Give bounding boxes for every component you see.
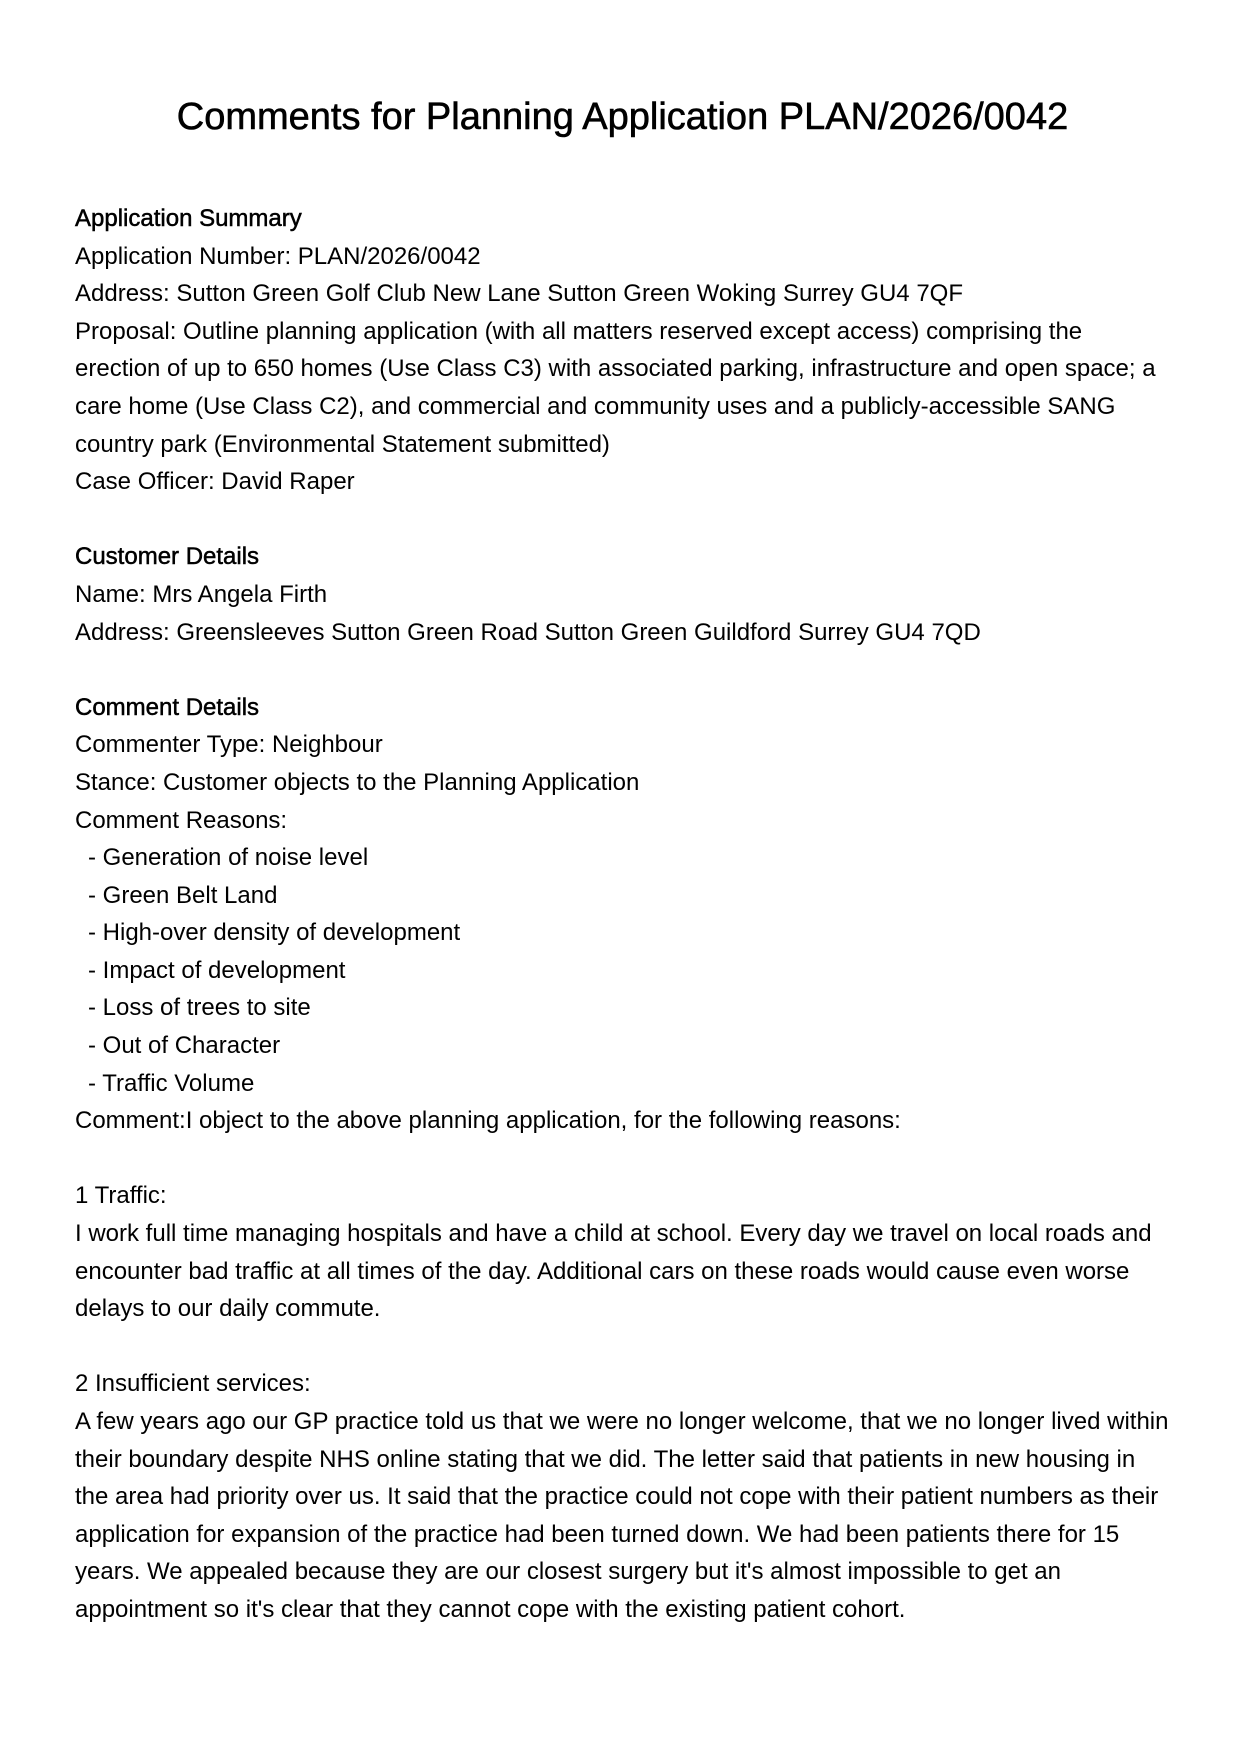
application-address: Address: Sutton Green Golf Club New Lane Sutton Green Woking Surrey GU4 7QF <box>75 280 963 308</box>
document-page <box>75 90 1170 1629</box>
customer-name: Name: Mrs Angela Firth <box>75 580 328 608</box>
comment-reason-item: - Impact of development <box>88 956 346 984</box>
comment-details-section <box>75 689 1170 1629</box>
comment-reasons-label: Comment Reasons: <box>75 806 288 834</box>
point-body-traffic: I work full time managing hospitals and have a child at school. Every day we travel on local roads and encounter bad traffic at all times of the day. Additional cars on these roads would cause even worse delays to our daily commute. <box>75 1220 1152 1323</box>
application-summary-section <box>75 200 1170 501</box>
comment-intro: Comment:I object to the above planning application, for the following reasons: <box>75 1107 901 1135</box>
customer-details-heading: Customer Details <box>75 543 260 571</box>
paragraph-gap <box>75 1140 1170 1178</box>
page-title: Comments for Planning Application PLAN/2026/0042 <box>176 96 1069 138</box>
comment-reason-item: - Traffic Volume <box>88 1069 255 1097</box>
application-number: Application Number: PLAN/2026/0042 <box>75 242 481 270</box>
comment-reason-item: - Out of Character <box>88 1032 281 1060</box>
comment-reason-item: - Green Belt Land <box>88 881 278 909</box>
paragraph-gap <box>75 1328 1170 1366</box>
comment-reason-item: - High-over density of development <box>88 919 461 947</box>
case-officer: Case Officer: David Raper <box>75 468 355 496</box>
point-body-services: A few years ago our GP practice told us that we were no longer welcome, that we no longer lived within their boundary despite NHS online stating that we did. The letter said that patients in new housing in the area had priority over us. It said that the practice could not cope with their patient numbers as their application for expansion of the practice had been turned down. We had been patients there for 15 years. We appealed because they are our closest surgery but it's almost impossible to get an appointment so it's clear that they cannot cope with the existing patient cohort. <box>75 1408 1169 1623</box>
stance: Stance: Customer objects to the Planning Application <box>75 768 640 796</box>
comment-reason-item: - Loss of trees to site <box>88 994 311 1022</box>
point-heading-traffic: 1 Traffic: <box>75 1182 167 1210</box>
point-heading-services: 2 Insufficient services: <box>75 1370 311 1398</box>
application-proposal: Proposal: Outline planning application (with all matters reserved except access) comprising the erection of up to 650 homes (Use Class C3) with associated parking, infrastructure and open space; a care home (Use Class C2), and commercial and community uses and a publicly-accessible SANG country park (Environmental Statement submitted) <box>75 317 1156 458</box>
application-summary-heading: Application Summary <box>75 205 302 232</box>
customer-address: Address: Greensleeves Sutton Green Road Sutton Green Guildford Surrey GU4 7QD <box>75 618 981 646</box>
comment-reason-item: - Generation of noise level <box>88 844 369 872</box>
commenter-type: Commenter Type: Neighbour <box>75 731 383 759</box>
customer-details-section <box>75 538 1170 651</box>
comment-details-heading: Comment Details <box>75 693 260 721</box>
comment-reasons-list <box>75 839 1170 1102</box>
